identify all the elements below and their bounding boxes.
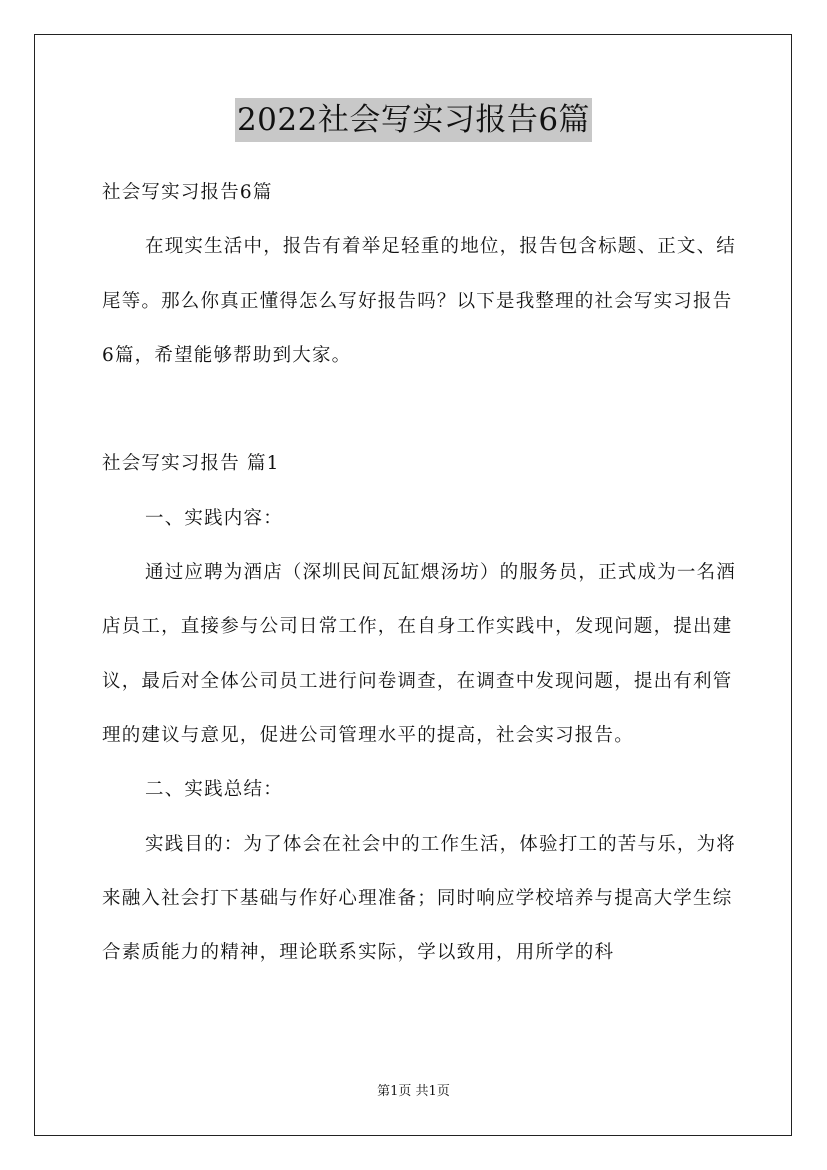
part1-paragraph: 通过应聘为酒店（深圳民间瓦缸煨汤坊）的服务员，正式成为一名酒店员工，直接参与公司日常工作，在自身工作实践中，发现问题，提出建议，最后对全体公司员工进行问卷调查，在调查中发现问题，提出有利管理的建议与意见，促进公司管理水平的提高，社会实习报告。	[102, 562, 737, 746]
title-container	[0, 98, 827, 142]
page-footer	[0, 1082, 827, 1102]
part2-heading: 二、实践总结：	[145, 779, 283, 801]
intro-paragraph: 在现实生活中，报告有着举足轻重的地位，报告包含标题、正文、结尾等。那么你真正懂得怎么写好报告吗？以下是我整理的社会写实习报告6篇，希望能够帮助到大家。	[102, 236, 737, 366]
page-number: 第1页 共1页	[377, 1084, 450, 1099]
document-title: 2022社会写实习报告6篇	[235, 98, 592, 142]
intro-heading: 社会写实习报告6篇	[102, 182, 273, 203]
document-body	[102, 166, 744, 980]
part2-paragraph: 实践目的：为了体会在社会中的工作生活，体验打工的苦与乐，为将来融入社会打下基础与作好心理准备；同时响应学校培养与提高大学生综合素质能力的精神，理论联系实际，学以致用，用所学的科	[102, 833, 737, 964]
blank-line	[102, 383, 744, 437]
section-heading: 社会写实习报告 篇1	[102, 453, 280, 475]
part1-heading: 一、实践内容：	[145, 507, 283, 529]
